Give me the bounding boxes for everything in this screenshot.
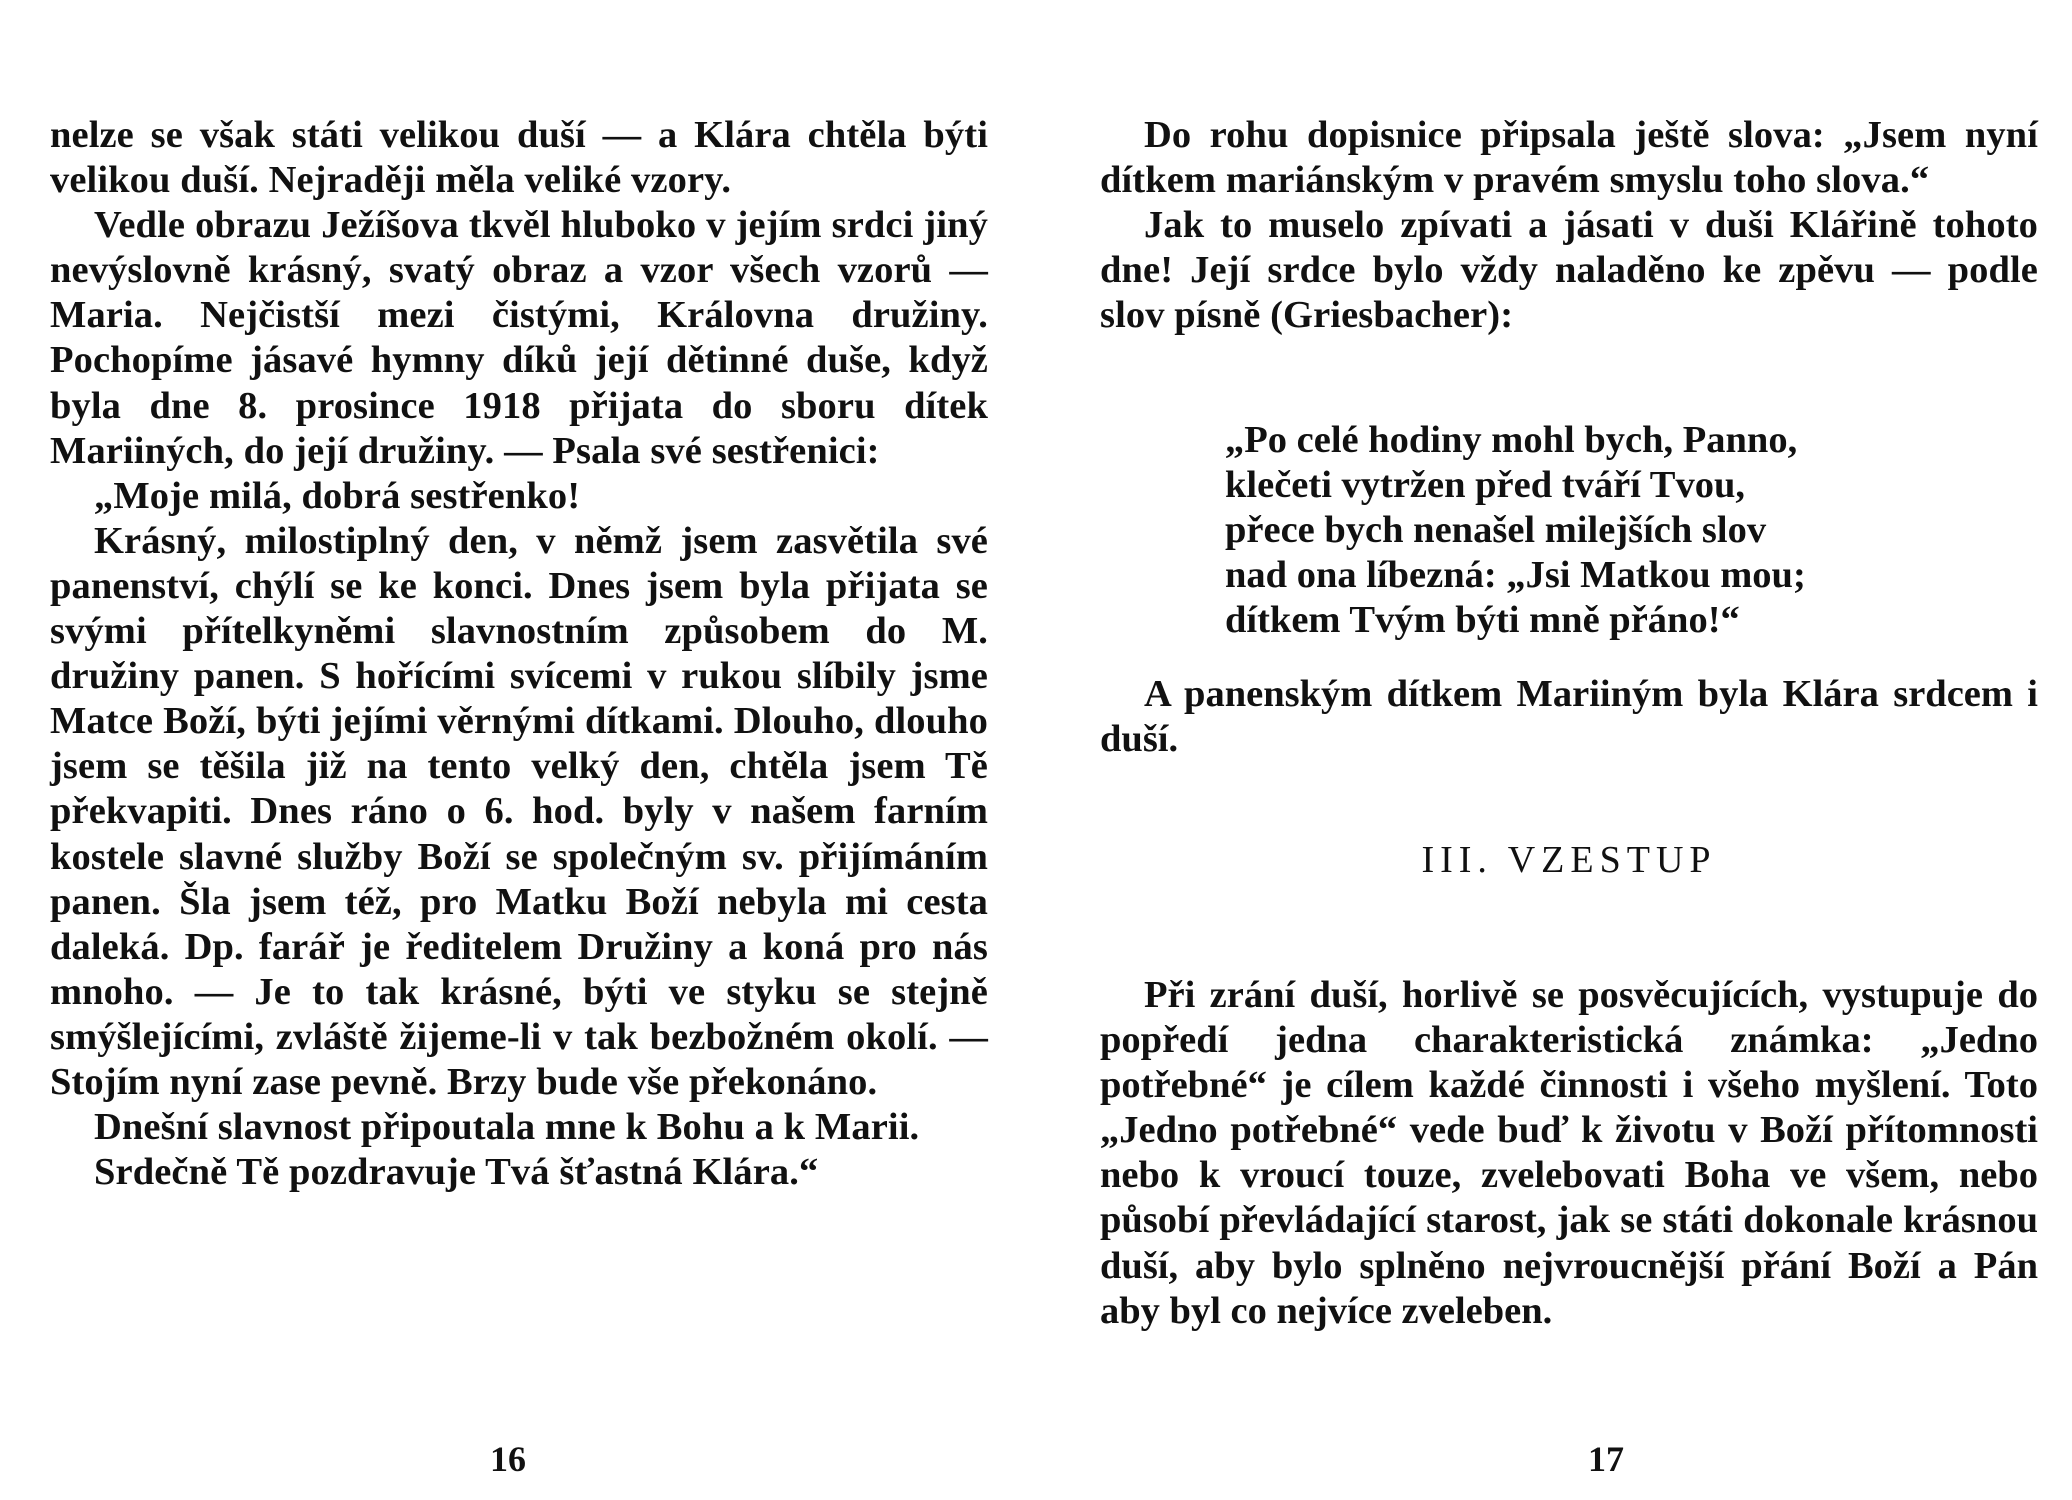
letter-body: Krásný, milostiplný den, v němž jsem zasvětila své panenství, chýlí se ke konci. Dnes jsem byla přijata se svými přítelkyněmi slavnostním způsobem do M. družiny panen. S hořícími svícemi v rukou slíbily jsme Matce Boží, býti jejími věrnými dítkami. Dlouho, dlouho jsem se těšila již na tento velký den, chtěla jsem Tě překvapiti. Dnes ráno o 6. hod. byly v našem farním kostele slavné služby Boží se společným sv. přijímáním panen. Šla jsem též, pro Matku Boží nebyla mi cesta daleká. Dp. farář je ředitelem Družiny a koná pro nás mnoho. — Je to tak krásné, býti ve styku se stejně smýšlejícími, zvláště žijeme-li v tak bezbožném okolí. — Stojím nyní zase pevně. Brzy bude vše překonáno. xyxy=(50,519,988,1103)
poem xyxy=(1225,418,1985,643)
left-page-text xyxy=(50,113,988,1195)
letter-salutation: „Moje milá, dobrá sestřenko! xyxy=(94,474,581,517)
right-page-text xyxy=(1100,113,2038,338)
paragraph: Jak to muselo zpívati a jásati v duši Klářině tohoto dne! Její srdce bylo vždy naladěno ke zpěvu — podle slov písně (Griesbacher): xyxy=(1100,204,2038,337)
poem-line: klečeti vytržen před tváří Tvou, xyxy=(1225,464,1746,507)
right-page xyxy=(1036,0,2072,1500)
paragraph: Do rohu dopisnice připsala ještě slova: „Jsem nyní dítkem mariánským v pravém smyslu toho slova.“ xyxy=(1100,114,2038,202)
poem-line: přece bych nenašel milejších slov xyxy=(1225,509,1767,552)
paragraph: Vedle obrazu Ježíšova tkvěl hluboko v jejím srdci jiný nevýslovně krásný, svatý obraz a vzor všech vzorů — Maria. Nejčistší mezi čistými, Královna družiny. Pochopíme jásavé hymny díků její dětinné duše, když byla dne 8. prosince 1918 přijata do sboru dítek Mariiných, do její družiny. — Psala své sestřenici: xyxy=(50,204,988,472)
poem-line: nad ona líbezná: „Jsi Matkou mou; xyxy=(1225,554,1806,597)
paragraph: Při zrání duší, horlivě se posvěcujících, vystupuje do popředí jedna charakteristická známka: „Jedno potřebné“ je cílem každé činnosti i všeho myšlení. Toto „Jedno potřebné“ vede buď k životu v Boží přítomnosti nebo k vroucí touze, zvelebovati Boha ve všem, nebo působí převládající starost, jak se státi dokonale krásnou duší, aby bylo splněno nejvroucnější přání Boží a Pán aby byl co nejvíce zveleben. xyxy=(1100,974,2038,1332)
letter-closing: Srdečně Tě pozdravuje Tvá šťastná Klára.“ xyxy=(94,1151,819,1194)
paragraph: nelze se však státi velikou duší — a Klára chtěla býti velikou duší. Nejraději měla veliké vzory. xyxy=(50,114,988,202)
chapter-heading: III. VZESTUP xyxy=(1421,839,1717,881)
poem-line: dítkem Tvým býti mně přáno!“ xyxy=(1225,599,1740,642)
page-number: 16 xyxy=(490,1439,526,1479)
poem-line: „Po celé hodiny mohl bych, Panno, xyxy=(1225,419,1798,461)
page-number: 17 xyxy=(1588,1439,1624,1479)
chapter-body xyxy=(1100,973,2038,1334)
letter-body: Dnešní slavnost připoutala mne k Bohu a k Marii. xyxy=(94,1106,920,1149)
paragraph: A panenským dítkem Mariiným byla Klára srdcem i duší. xyxy=(1100,673,2038,761)
after-poem-text xyxy=(1100,672,2038,762)
